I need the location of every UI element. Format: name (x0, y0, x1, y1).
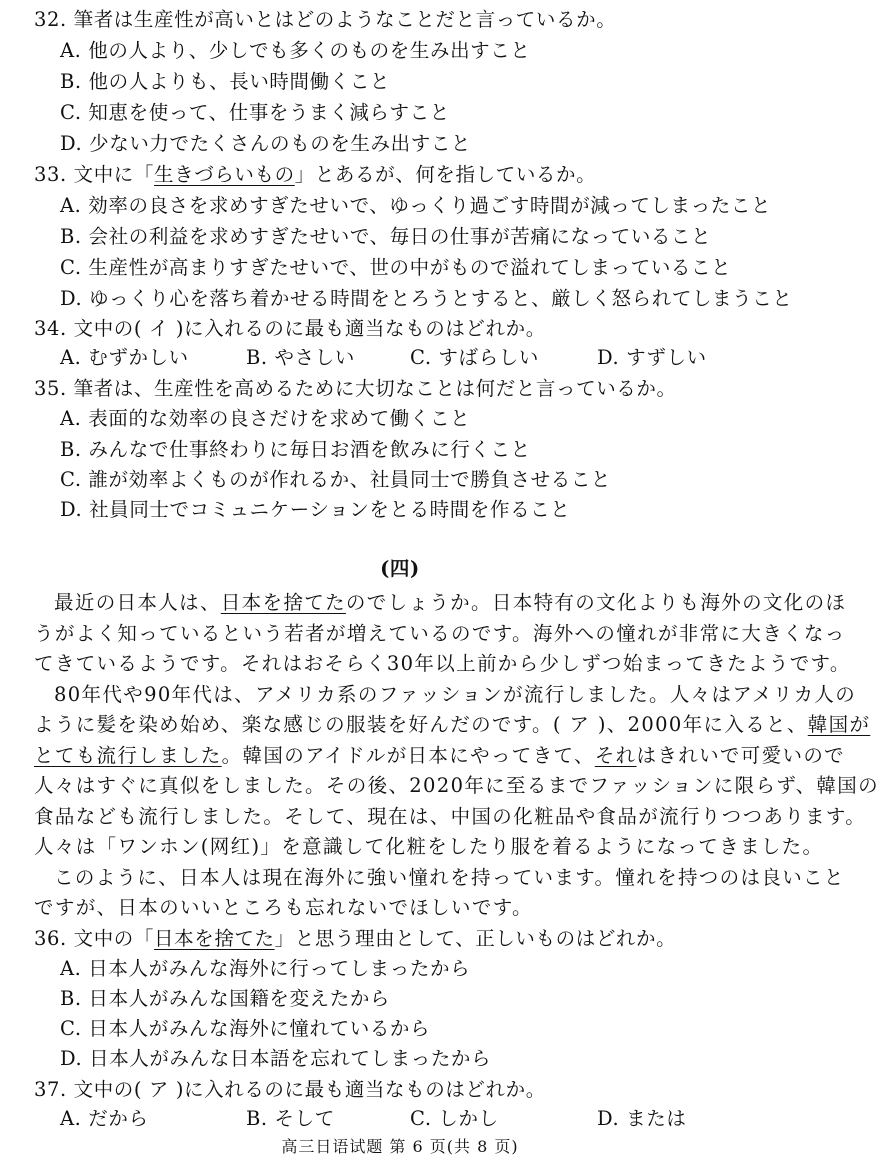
question-36-stem-prefix: 36. 文中の「 (34, 927, 155, 950)
question-34-option-a: A. むずかしい (60, 346, 189, 369)
question-33-option-c: C. 生産性が高まりすぎたせいで、世の中がもので溢れてしまっていること (60, 256, 732, 279)
question-33-quoted-phrase: 生きづらいもの (154, 163, 295, 186)
question-32-option-b: B. 他の人よりも、長い時間働くこと (60, 70, 391, 93)
question-35-option-d: D. 社員同士でコミュニケーションをとる時間を作ること (60, 498, 571, 521)
question-37-option-c: C. しかし (410, 1107, 499, 1130)
passage-paragraph-2-line-1: 80年代や90年代は、アメリカ系のファッションが流行しました。人々はアメリカ人の (54, 683, 857, 706)
passage-paragraph-1-line-3: てきているようです。それはおそらく30年以上前から少しずつ始まってきたようです。 (34, 652, 851, 675)
question-33-option-a: A. 効率の良さを求めすぎたせいで、ゆっくり過ごす時間が減ってしまったこと (60, 194, 772, 217)
question-37-option-a: A. だから (60, 1107, 149, 1130)
question-33-stem (34, 161, 596, 189)
question-36-option-b: B. 日本人がみんな国籍を変えたから (60, 987, 391, 1010)
passage-paragraph-2-line-2 (34, 711, 870, 739)
question-34-stem: 34. 文中の( イ )に入れるのに最も適当なものはどれか。 (34, 317, 546, 340)
footer-exam-title: 高三日语试题 (281, 1137, 384, 1156)
question-33-stem-suffix: 」とあるが、何を指しているか。 (294, 163, 597, 186)
passage-text: のでしょうか。日本特有の文化よりも海外の文化のほ (345, 591, 847, 614)
question-33-option-d: D. ゆっくり心を落ち着かせる時間をとろうとすると、厳しく怒られてしまうこと (60, 287, 793, 310)
passage-paragraph-2-line-4: 人々はすぐに真似をしました。その後、2020年に至るまでファッションに限らず、韓国の (34, 774, 879, 797)
question-33-option-b: B. 会社の利益を求めすぎたせいで、毎日の仕事が苦痛になっていること (60, 225, 712, 248)
passage-text: 最近の日本人は、 (54, 591, 221, 614)
passage-paragraph-2-line-6: 人々は「ワンホン(网红)」を意識して化粧をしたり服を着るようになってきました。 (34, 835, 824, 858)
question-37-option-b: B. そして (246, 1107, 335, 1130)
question-34-option-d: D. すずしい (597, 346, 707, 369)
passage-paragraph-2-line-5: 食品なども流行しました。そして、現在は、中国の化粧品や食品が流行りつつあります。 (34, 805, 867, 828)
question-34-option-c: C. すばらしい (410, 346, 539, 369)
passage-paragraph-3-line-1: このように、日本人は現在海外に強い憧れを持っています。憧れを持つのは良いこと (54, 866, 845, 889)
passage-text: はきれいで可愛いので (636, 744, 846, 767)
question-35-option-c: C. 誰が効率よくものが作れるか、社員同士で勝負させること (60, 468, 612, 491)
section-title: (四) (380, 557, 420, 580)
question-32-option-c: C. 知恵を使って、仕事をうまく減らすこと (60, 101, 450, 124)
underlined-word-sore: それ (594, 744, 637, 767)
underlined-phrase-nihon-wo-suteta: 日本を捨てた (220, 591, 346, 614)
question-36-option-d: D. 日本人がみんな日本語を忘れてしまったから (60, 1047, 492, 1070)
question-35-stem: 35. 筆者は、生産性を高めるために大切なことは何だと言っているか。 (34, 377, 677, 400)
footer-page-number: 第 6 页(共 8 页) (389, 1137, 519, 1156)
passage-paragraph-3-line-2: ですが、日本のいいところも忘れないでほしいです。 (34, 896, 533, 919)
question-36-stem (34, 925, 676, 953)
question-32-option-a: A. 他の人より、少しでも多くのものを生み出すこと (60, 39, 531, 62)
question-36-stem-suffix: 」と思う理由として、正しいものはどれか。 (274, 927, 677, 950)
passage-paragraph-2-line-3 (34, 742, 845, 770)
passage-paragraph-1-line-2: うがよく知っているという若者が増えているのです。海外への憧れが非常に大きくなっ (34, 622, 846, 645)
question-33-stem-prefix: 33. 文中に「 (34, 163, 155, 186)
question-32-stem: 32. 筆者は生産性が高いとはどのようなことだと言っているか。 (34, 8, 617, 31)
question-35-option-b: B. みんなで仕事終わりに毎日お酒を飲みに行くこと (60, 438, 531, 461)
page-footer (0, 1134, 800, 1157)
question-32-option-d: D. 少ない力でたくさんのものを生み出すこと (60, 132, 472, 155)
question-37-stem: 37. 文中の( ア )に入れるのに最も適当なものはどれか。 (34, 1078, 546, 1101)
question-36-option-c: C. 日本人がみんな海外に憧れているから (60, 1017, 431, 1040)
passage-paragraph-1-line-1 (54, 589, 846, 617)
passage-text: ように髪を染め始め、楽な感じの服装を好んだのです。( ア )、2000年に入ると、 (34, 713, 808, 736)
question-34-option-b: B. やさしい (246, 346, 355, 369)
question-36-option-a: A. 日本人がみんな海外に行ってしまったから (60, 957, 471, 980)
underlined-phrase-ryuukou: とても流行しました (34, 744, 222, 767)
underlined-phrase-kankoku-ga: 韓国が (807, 713, 871, 736)
question-35-option-a: A. 表面的な効率の良さだけを求めて働くこと (60, 407, 471, 430)
passage-text: 。韓国のアイドルが日本にやってきて、 (221, 744, 595, 767)
question-37-option-d: D. または (597, 1107, 687, 1130)
question-36-quoted-phrase: 日本を捨てた (154, 927, 275, 950)
